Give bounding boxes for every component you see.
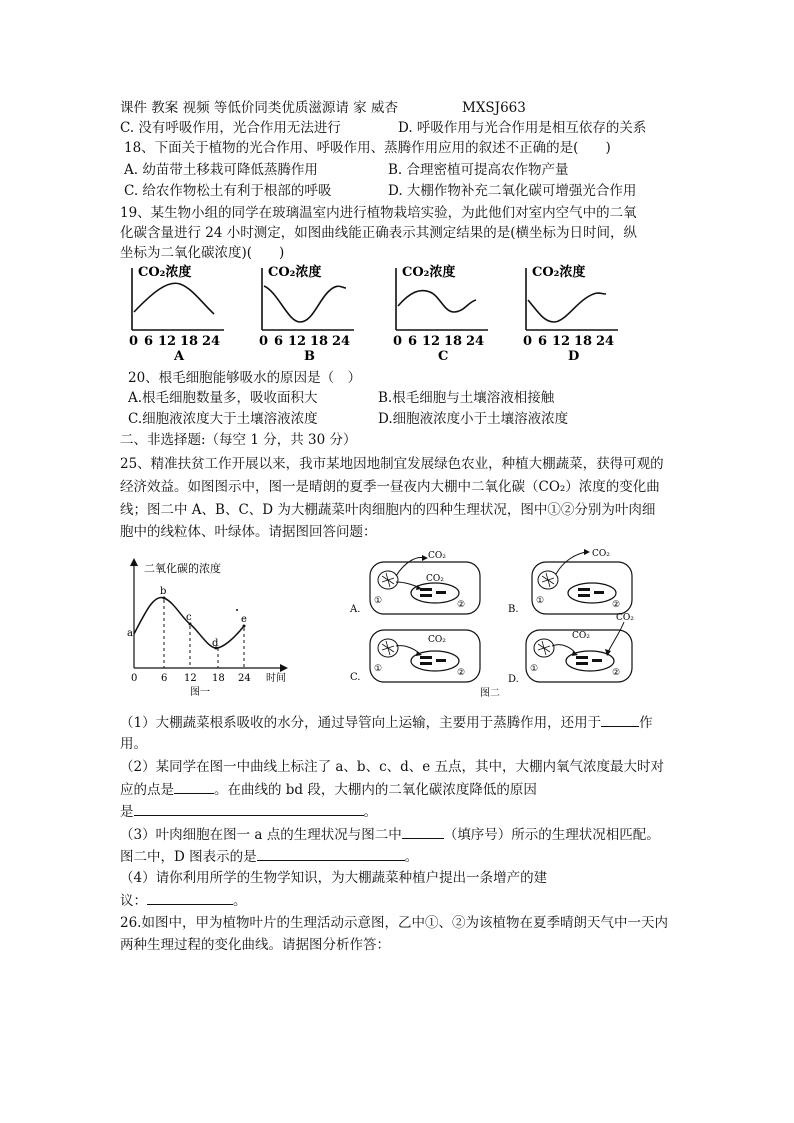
svg-text:①: ① xyxy=(374,664,383,674)
q20-option-b: B.根毛细胞与土壤溶液相接触 xyxy=(378,390,555,406)
svg-text:12: 12 xyxy=(184,673,197,684)
answer-blank-1[interactable] xyxy=(601,712,639,727)
svg-text:CO₂浓度: CO₂浓度 xyxy=(268,265,322,280)
q18-stem: 18、下面关于植物的光合作用、呼吸作用、蒸腾作用应用的叙述不正确的是( ) xyxy=(124,140,611,156)
svg-text:6: 6 xyxy=(408,334,418,349)
fig2-label-d: D. xyxy=(508,674,519,685)
answer-blank-6[interactable] xyxy=(147,890,233,905)
fig2-label-c: C. xyxy=(350,672,361,683)
fig1-point-b: b xyxy=(160,586,167,597)
svg-text:0: 0 xyxy=(259,334,269,349)
svg-text:①: ① xyxy=(530,664,539,674)
fig1-xlabel: 时间 xyxy=(266,673,286,684)
graph-c xyxy=(393,264,488,362)
fig2-caption: 图二 xyxy=(480,688,500,698)
graph-c-label: C xyxy=(438,349,449,362)
q19-line3: 坐标为二氧化碳浓度)( ) xyxy=(120,245,285,261)
svg-text:18: 18 xyxy=(310,334,329,349)
graph-a-label: A xyxy=(174,349,185,362)
fig2-panel-b xyxy=(508,549,632,615)
q25-p4-line2: 议： 。 xyxy=(120,890,247,911)
svg-text:24: 24 xyxy=(238,673,251,684)
answer-blank-5[interactable] xyxy=(257,846,405,861)
svg-text:②: ② xyxy=(457,668,466,678)
q18-option-a: A. 幼苗带土移栽可降低蒸腾作用 xyxy=(124,162,318,178)
graph-b-curve xyxy=(264,286,346,322)
q25-p2-line2: 应的点是 。在曲线的 bd 段，大棚内的二氧化碳浓度降低的原因 xyxy=(120,779,537,800)
figure-1 xyxy=(124,556,304,698)
svg-text:6: 6 xyxy=(274,334,284,349)
graph-d-curve xyxy=(528,293,606,322)
q18-option-d: D. 大棚作物补充二氧化碳可增强光合作用 xyxy=(388,183,637,199)
fig1-caption: 图一 xyxy=(190,687,210,698)
svg-text:CO₂: CO₂ xyxy=(572,631,590,641)
q25-p3-line2: 图二中，D 图表示的是 。 xyxy=(120,846,418,867)
q25-p1: （1）大棚蔬菜根系吸收的水分，通过导管向上运输，主要用于蒸腾作用，还用于 作 xyxy=(120,712,653,733)
svg-text:CO₂浓度: CO₂浓度 xyxy=(532,265,586,280)
q17-option-d: D. 呼吸作用与光合作用是相互依存的关系 xyxy=(398,120,647,136)
q25-p1-cont: 用。 xyxy=(120,736,147,752)
svg-text:12: 12 xyxy=(158,334,177,349)
svg-text:②: ② xyxy=(612,668,621,678)
figure-2 xyxy=(340,546,640,698)
svg-text:②: ② xyxy=(612,600,621,610)
q19-line1: 19、某生物小组的同学在玻璃温室内进行植物栽培实验，为此他们对室内空气中的二氧 xyxy=(120,205,637,221)
q25-p2-line3: 是 。 xyxy=(120,801,377,822)
graph-d-label: D xyxy=(568,349,580,362)
graph-b-label: B xyxy=(304,349,315,362)
fig2-label-b: B. xyxy=(508,604,519,615)
svg-text:①: ① xyxy=(536,596,545,606)
fig2-panel-c xyxy=(350,630,480,683)
svg-text:0: 0 xyxy=(131,673,138,684)
q20-option-c: C.细胞液浓度大于土壤溶液浓度 xyxy=(128,411,318,427)
fig2-label-a: A. xyxy=(350,604,361,615)
svg-text:6: 6 xyxy=(538,334,548,349)
q25-line3: 线；图二中 A、B、C、D 为大棚蔬菜叶肉细胞内的四种生理状况，图中①②分别为叶肉细 xyxy=(120,502,656,518)
svg-text:12: 12 xyxy=(552,334,571,349)
svg-text:①: ① xyxy=(374,596,383,606)
svg-text:12: 12 xyxy=(422,334,441,349)
header-code: MXSJ663 xyxy=(462,100,526,116)
q25-line4: 胞中的线粒体、叶绿体。请据图回答问题： xyxy=(120,524,377,540)
fig1-point-e: e xyxy=(241,614,247,625)
graph-a xyxy=(129,264,224,362)
svg-text:CO₂: CO₂ xyxy=(428,635,446,645)
q18-option-b: B. 合理密植可提高农作物产量 xyxy=(388,162,569,178)
header-ad: 课件 教案 视频 等低价同类优质滋源请 家 威杏 xyxy=(120,100,398,116)
q19-graphs xyxy=(118,262,638,362)
section-2-title: 二、非选择题:（每空 1 分，共 30 分） xyxy=(120,432,357,448)
svg-text:24: 24 xyxy=(202,334,221,349)
svg-text:②: ② xyxy=(457,600,466,610)
answer-blank-2[interactable] xyxy=(174,779,214,794)
svg-text:18: 18 xyxy=(444,334,463,349)
svg-text:18: 18 xyxy=(574,334,593,349)
svg-text:18: 18 xyxy=(212,673,225,684)
fig2-panel-d xyxy=(508,613,634,685)
graph-a-ylabel: CO₂浓度 xyxy=(138,265,192,280)
q25-p3-line1: （3）叶肉细胞在图一 a 点的生理状况与图二中 （填序号）所示的生理状况相匹配。 xyxy=(120,824,660,845)
svg-text:0: 0 xyxy=(129,334,139,349)
fig1-point-a: a xyxy=(127,628,133,639)
fig1-point-c: c xyxy=(186,612,192,623)
q26-line1: 26.如图中，甲为植物叶片的生理活动示意图，乙中①、②为该植物在夏季晴朗天气中一天内 xyxy=(120,915,668,931)
q20-stem: 20、根毛细胞能够吸水的原因是（ ） xyxy=(128,370,362,386)
q20-option-d: D.细胞液浓度小于土壤溶液浓度 xyxy=(378,411,569,427)
svg-text:24: 24 xyxy=(466,334,485,349)
graph-d xyxy=(523,264,618,362)
svg-text:CO₂浓度: CO₂浓度 xyxy=(402,265,456,280)
svg-text:CO₂: CO₂ xyxy=(616,613,634,623)
svg-text:24: 24 xyxy=(332,334,351,349)
q25-p2-line1: （2）某同学在图一中曲线上标注了 a、b、c、d、e 五点，其中，大棚内氧气浓度最大时对 xyxy=(120,759,665,775)
q17-option-c: C. 没有呼吸作用，光合作用无法进行 xyxy=(120,120,341,136)
svg-text:CO₂: CO₂ xyxy=(426,574,444,584)
q25-line1: 25、精准扶贫工作开展以来，我市某地因地制宜发展绿色农业，种植大棚蔬菜，获得可观的 xyxy=(120,456,664,472)
q19-line2: 化碳含量进行 24 小时测定，如图曲线能正确表示其测定结果的是(横坐标为日时间，纵 xyxy=(120,225,638,241)
q26-line2: 两种生理过程的变化曲线。请据图分析作答： xyxy=(120,937,390,953)
graph-b xyxy=(259,264,354,362)
graph-c-curve xyxy=(398,291,476,312)
svg-text:24: 24 xyxy=(596,334,615,349)
answer-blank-3[interactable] xyxy=(134,801,364,816)
svg-text:6: 6 xyxy=(161,673,168,684)
fig1-ylabel: 二氧化碳的浓度 xyxy=(144,562,221,575)
svg-text:0: 0 xyxy=(393,334,403,349)
q25-p4-line1: （4）请你利用所学的生物学知识，为大棚蔬菜种植户提出一条增产的建 xyxy=(120,870,548,886)
q25-line2: 经济效益。如图图示中，图一是晴朗的夏季一昼夜内大棚中二氧化碳（CO₂）浓度的变化曲 xyxy=(120,479,660,495)
svg-text:CO₂: CO₂ xyxy=(428,551,446,561)
fig2-panel-a xyxy=(349,551,480,615)
svg-text:12: 12 xyxy=(288,334,307,349)
fig1-point-d: d xyxy=(212,638,219,649)
q20-option-a: A.根毛细胞数量多，吸收面积大 xyxy=(128,390,318,406)
graph-a-curve xyxy=(134,283,214,314)
svg-text:18: 18 xyxy=(180,334,199,349)
answer-blank-4[interactable] xyxy=(402,824,444,839)
q18-option-c: C. 给农作物松土有利于根部的呼吸 xyxy=(124,183,332,199)
svg-text:CO₂: CO₂ xyxy=(592,549,610,559)
svg-text:6: 6 xyxy=(144,334,154,349)
svg-text:0: 0 xyxy=(523,334,533,349)
